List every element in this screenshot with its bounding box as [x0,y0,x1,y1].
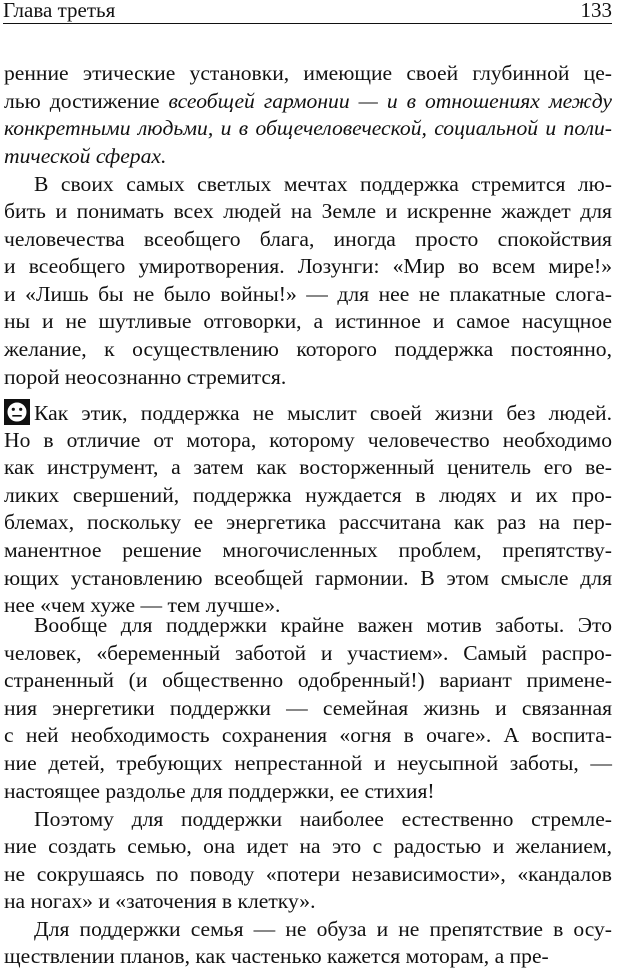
text-span: блемах, поскольку ее энергетика рассчитана как раз на пер- [4,510,612,535]
text-line [4,722,612,750]
paragraph-6 [4,916,612,971]
text-line [4,115,612,143]
paragraph-1 [4,60,612,170]
italic-text: конкретными людьми, и в общечеловеческой, социальной и поли- [4,116,612,141]
text-span: ния энергетики поддержки — семейная жизнь и связанная [4,695,612,720]
paragraph-5 [4,806,612,916]
text-span: настоящее раздолье для поддержки, ее стихия! [4,778,435,803]
header-rule [3,23,612,24]
text-line [4,806,612,834]
text-span: и всеобщего умиротворения. Лозунги: «Мир во всем мире!» [4,254,612,279]
page-number: 133 [580,0,612,22]
text-line [4,308,612,336]
text-span: ние создать семью, она идет на это с радостью и желанием, [4,834,612,859]
text-line [4,750,612,778]
text-span: Для поддержки семья — не обуза и не препятствие в осу- [34,916,612,941]
page-header [3,0,612,24]
text-span: порой неосознанно стремится. [4,364,287,389]
text-line [4,482,612,510]
neutral-face-icon [4,399,30,425]
text-span: как инструмент, а затем как восторженный ценитель его ве- [4,455,612,480]
text-span: бить и понимать всех людей на Земле и искренне жаждет для [4,199,612,224]
text-span: нее «чем хуже — тем лучше». [4,593,281,618]
text-span: ние детей, требующих непрестанной и неусыпной заботы, — [4,750,612,775]
text-line [4,943,612,971]
italic-text: тической сферах. [4,143,167,168]
paragraph-3 [4,399,612,620]
text-span: В своих самых светлых мечтах поддержка стремится лю- [34,171,612,196]
text-line [4,281,612,309]
text-span: человечества всеобщего блага, иногда просто спокойствия [4,226,612,251]
text-line [4,565,612,593]
text-span: ликих свершений, поддержка нуждается в людях и их про- [4,482,612,507]
text-line [4,60,612,88]
text-line [4,640,612,668]
text-line [4,336,612,364]
text-line [4,916,612,944]
paragraph-4 [4,612,612,805]
text-span: Как этик, поддержка не мыслит своей жизни без людей. [34,401,612,425]
text-span: не сокрушаясь по поводу «потери независимости», «кандалов [4,861,612,886]
italic-text: всеобщей гармонии — и в отношениях между [168,88,612,113]
text-span: на ногах» и «заточения в клетку». [4,889,316,914]
text-line [4,778,612,806]
text-line [4,198,612,226]
text-line [4,454,612,482]
text-span: Вообще для поддержки крайне важен мотив заботы. Это [34,613,612,637]
text-span: и «Лишь бы не было войны!» — для нее не плакатные слога- [4,281,612,306]
text-span: ны и не шутливые отговорки, а истинное и самое насущное [4,309,612,334]
text-line [4,253,612,281]
text-span: ренние этические установки, имеющие своей глубинной це- [4,61,612,85]
text-line [4,537,612,565]
text-span: манентное решение многочисленных проблем, препятству- [4,537,612,562]
text-line [4,88,612,116]
text-line [4,509,612,537]
text-line [4,399,612,427]
text-line [4,667,612,695]
text-line [4,427,612,455]
text-span: человек, «беременный заботой и участием». Самый распро- [4,640,612,665]
text-span: ющих установлению всеобщей гармонии. В этом смысле для [4,565,612,590]
text-line [4,888,612,916]
paragraph-2 [4,171,612,392]
text-span: с ней необходимость сохранения «огня в очаге». А воспита- [4,723,612,748]
text-span: страненный (и общественно одобренный!) вариант примене- [4,668,612,693]
text-span: лью достижение [4,88,169,113]
text-line [4,364,612,392]
text-line [4,226,612,254]
text-line [4,695,612,723]
text-line [4,171,612,199]
text-span: желание, к осуществлению которого поддержка постоянно, [4,337,612,362]
text-line [4,612,612,640]
text-span: Но в отличие от мотора, которому человечество необходимо [4,427,612,452]
chapter-title: Глава третья [3,0,116,22]
text-line [4,833,612,861]
text-span: Поэтому для поддержки наиболее естественно стремле- [34,806,612,831]
text-line [4,861,612,889]
text-span: ществлении планов, как частенько кажется моторам, а пре- [4,944,549,969]
text-line [4,143,612,171]
